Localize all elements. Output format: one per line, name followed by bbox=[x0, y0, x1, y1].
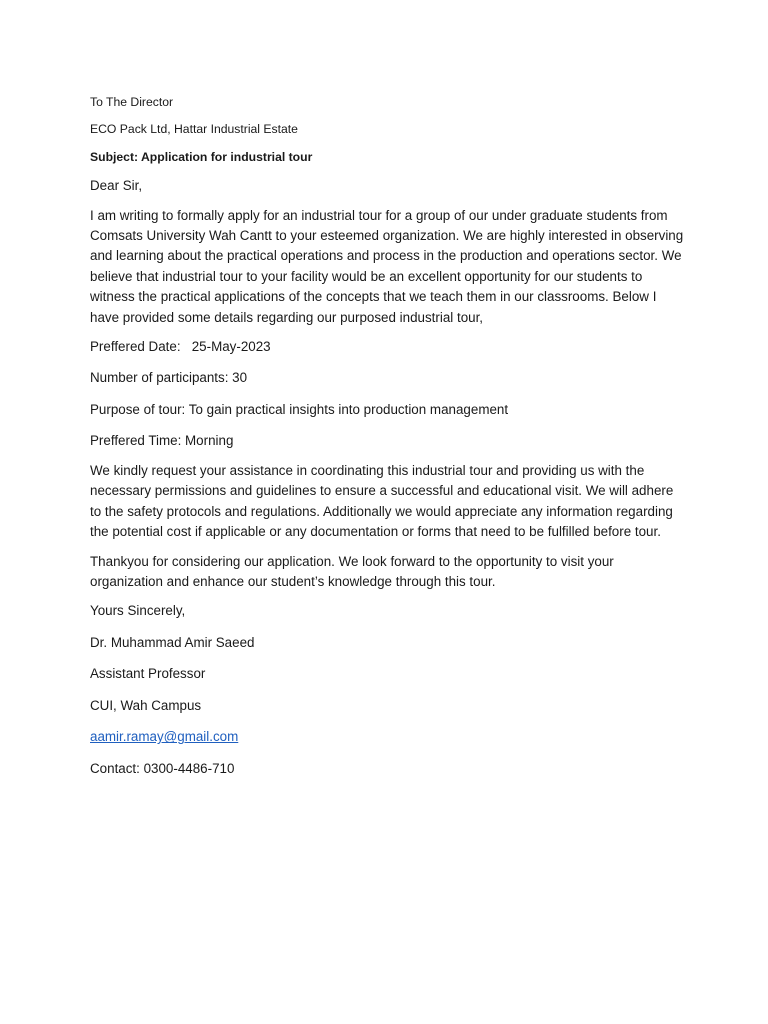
body-paragraph-2: We kindly request your assistance in coordinating this industrial tour and providing us with the necessary permissions and guidelines to ensure a successful and educational visit. We will adhere to the safety protocols and regulations. Additionally we would appreciate any information regarding the potential cost if applicable or any documentation or forms that need to be fulfilled before tour. bbox=[90, 462, 674, 540]
recipient-line-1: To The Director bbox=[90, 95, 174, 109]
purpose-of-tour: Purpose of tour: To gain practical insights into production management bbox=[90, 401, 509, 417]
signatory-title: Assistant Professor bbox=[90, 666, 206, 682]
body-paragraph-1: I am writing to formally apply for an industrial tour for a group of our under graduate students from Comsats University Wah Cantt to your esteemed organization. We are highly interested in observing and learning about the practical operations and process in the production and operations sector. We believe that industrial tour to your facility would be an excellent opportunity for our students to witness the practical applications of the concepts that we teach them in our classrooms. Below I have provided some details regarding our purposed industrial tour, bbox=[90, 207, 684, 325]
salutation: Dear Sir, bbox=[90, 178, 143, 193]
preferred-date: Preffered Date: 25-May-2023 bbox=[90, 338, 271, 354]
body-paragraph-3: Thankyou for considering our application. We look forward to the opportunity to visit your organization and enhance our student’s knowledge through this tour. bbox=[90, 553, 614, 589]
subject-line: Subject: Application for industrial tour bbox=[90, 150, 313, 164]
number-of-participants: Number of participants: 30 bbox=[90, 370, 248, 386]
signatory-institution: CUI, Wah Campus bbox=[90, 697, 202, 713]
letter-body bbox=[90, 93, 685, 779]
contact-number: Contact: 0300-4486-710 bbox=[90, 760, 235, 776]
email-link[interactable]: aamir.ramay@gmail.com bbox=[90, 729, 239, 745]
email-line bbox=[90, 727, 685, 748]
recipient-line-2: ECO Pack Ltd, Hattar Industrial Estate bbox=[90, 122, 298, 136]
closing: Yours Sincerely, bbox=[90, 603, 186, 619]
preferred-time: Preffered Time: Morning bbox=[90, 433, 234, 449]
signatory-name: Dr. Muhammad Amir Saeed bbox=[90, 634, 255, 650]
